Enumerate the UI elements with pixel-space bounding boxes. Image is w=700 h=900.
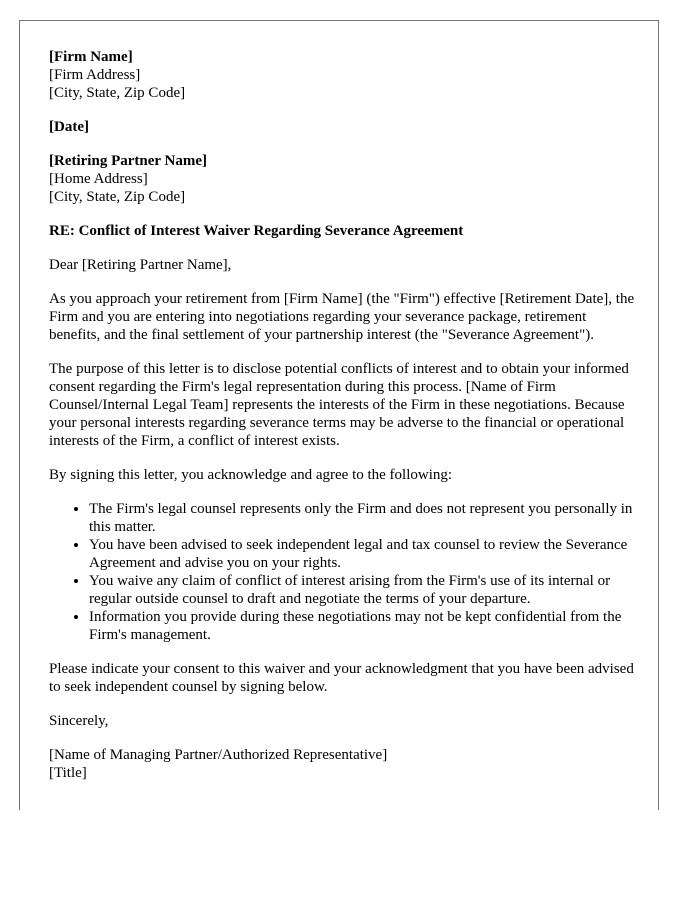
signature-block <box>49 746 639 782</box>
paragraph-purpose: The purpose of this letter is to disclose potential conflicts of interest and to obtain your informed consent regarding the Firm's legal representation during this process. [Name of Firm Counsel/Internal Legal Team] represents the interests of the Firm in these negotiations. Because your personal interests regarding severance terms may be adverse to the financial or operational interests of the Firm, a conflict of interest exists. <box>49 361 629 449</box>
closing: Sincerely, <box>49 713 109 729</box>
recipient-address: [Home Address] <box>49 171 148 187</box>
salutation: Dear [Retiring Partner Name], <box>49 257 232 273</box>
letter-date: [Date] <box>49 119 89 135</box>
signatory-name: [Name of Managing Partner/Authorized Representative] <box>49 747 388 763</box>
firm-address: [Firm Address] <box>49 67 141 83</box>
paragraph-acknowledge: By signing this letter, you acknowledge and agree to the following: <box>49 467 453 483</box>
list-item: • Information you provide during these negotiations may not be kept confidential from the Firm's management. <box>89 608 639 644</box>
list-item: • You waive any claim of conflict of interest arising from the Firm's use of its internal or regular outside counsel to draft and negotiate the terms of your departure. <box>89 572 639 608</box>
paragraph-consent: Please indicate your consent to this waiver and your acknowledgment that you have been advised to seek independent counsel by signing below. <box>49 661 634 695</box>
subject-line: RE: Conflict of Interest Waiver Regarding Severance Agreement <box>49 223 464 239</box>
list-item: • The Firm's legal counsel represents only the Firm and does not represent you personally in this matter. <box>89 500 639 536</box>
acknowledgment-list <box>49 500 639 644</box>
date-block <box>49 118 639 136</box>
letter-body <box>49 48 639 798</box>
list-item: • You have been advised to seek independent legal and tax counsel to review the Severance Agreement and advise you on your rights. <box>89 536 639 572</box>
recipient-block <box>49 152 639 206</box>
paragraph-intro: As you approach your retirement from [Firm Name] (the "Firm") effective [Retirement Date], the Firm and you are entering into negotiations regarding your severance package, retirement benefits, and the final settlement of your partnership interest (the "Severance Agreement"). <box>49 291 635 343</box>
recipient-city: [City, State, Zip Code] <box>49 189 186 205</box>
firm-city: [City, State, Zip Code] <box>49 85 186 101</box>
firm-header <box>49 48 639 102</box>
letter-page <box>19 20 659 810</box>
signatory-title: [Title] <box>49 765 87 781</box>
recipient-name: [Retiring Partner Name] <box>49 153 207 169</box>
firm-name: [Firm Name] <box>49 49 133 65</box>
